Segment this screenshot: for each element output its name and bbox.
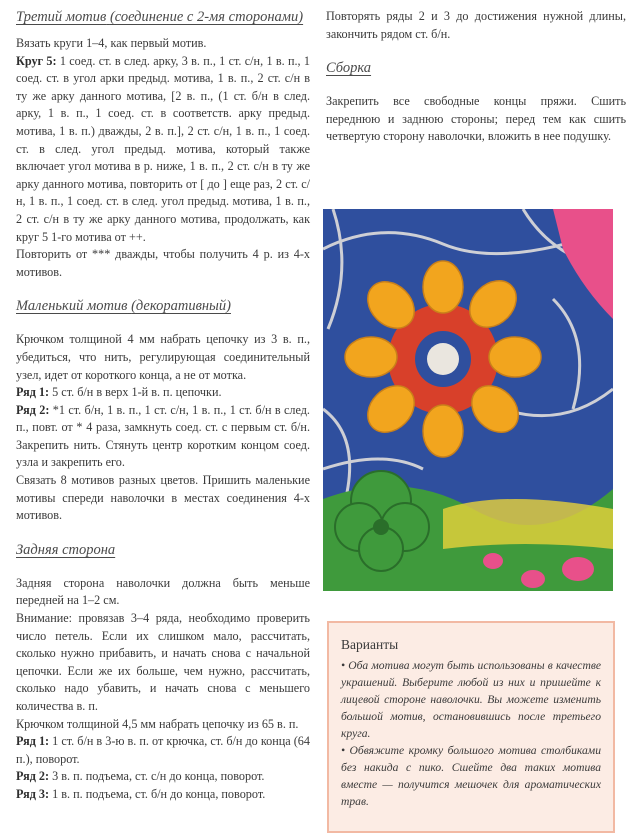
paragraph: Крючком толщиной 4 мм набрать цепочку из 3 в. п., убедиться, что нить, регулирующая соединительный узел, идет от короткого конца, а не от мотка. — [16, 332, 310, 382]
variants-box — [327, 621, 615, 833]
right-column — [326, 8, 626, 146]
row-3: Ряд 3: 1 в. п. подъема, ст. б/н до конца, поворот. — [16, 786, 266, 801]
section-title-back-side: Задняя сторона — [16, 541, 116, 558]
variants-title: Варианты — [341, 637, 399, 652]
row-2: Ряд 2: 3 в. п. подъема, ст. с/н до конца, поворот. — [16, 769, 265, 784]
paragraph-round5: Круг 5: 1 соед. ст. в след. арку, 3 в. п., 1 ст. с/н, 1 в. п., 1 соед. ст. в угол арки предыд. мотива, 1 в. п., 2 ст. с/н в ту же арку данного мотива, [2 в. п., (1 ст. б/н в след. арку, 1 в. п., 1 соед. ст. в соответств. арку предыд. мотива, 1 в. п.) дважды, 2 в. п.], 2 ст. с/н, 1 в. п., 1 соед. ст. в след. угол предыд. мотива, который также включает угол мотива в р. ниже, 1 в. п., 2 ст. с/н в ту же арку данного мотива, повторить от [ до ] еще раз, 2 ст. с/н, 1 в. п., 1 соед. ст. в след. угол предыд. мотива, 1 в. п., 2 ст. с/н в ту же арку данного мотива, продолжать, как круг 5 1-го мотива от ++. — [16, 53, 310, 244]
paragraph: Крючком толщиной 4,5 мм набрать цепочку из 65 в. п. — [16, 716, 299, 731]
crochet-photo-icon — [323, 209, 613, 591]
section-title-small-motif: Маленький мотив (декоративный) — [16, 298, 231, 315]
row-1: Ряд 1: 1 ст. б/н в 3-ю в. п. от крючка, ст. б/н до конца (64 п.), поворот. — [16, 734, 310, 766]
variant-item: • Оба мотива могут быть использованы в качестве украшений. Выберите любой из них и пришейте к лицевой стороне наволочки. Вы можете изменить большой мотив, остановившись после третьего круга. — [341, 659, 601, 740]
row-1: Ряд 1: 5 ст. б/н в верх 1-й в. п. цепочки. — [16, 385, 222, 400]
section-title-third-motif: Третий мотив (соединение с 2-мя сторонами) — [16, 9, 304, 25]
row-2: Ряд 2: *1 ст. б/н, 1 в. п., 1 ст. с/н, 1 в. п., 1 ст. б/н в след. п., повт. от * 4 раза, замкнуть соед. ст. с первым ст. б/н. Закрепить нить. Стянуть центр коротким концом соед. узла и закрепить его. — [16, 402, 310, 470]
paragraph: Связать 8 мотивов разных цветов. Пришить маленькие мотивы спереди наволочки в местах соединения 4-х мотивов. — [16, 473, 310, 523]
paragraph: Закрепить все свободные концы пряжи. Сшить переднюю и заднюю стороны; перед тем как сшить четвертую сторону наволочки, вложить в нее подушку. — [326, 94, 626, 144]
paragraph-attention: Внимание: провязав 3–4 ряда, необходимо проверить число петель. Если их слишком мало, рассчитать, сколько нужно прибавить, и начать снова с начальной цепочки. Если же их больше, чем нужно, рассчитать, сколько надо убавить, и начать снова с меньшего количества в. п. — [16, 611, 310, 713]
left-column — [16, 8, 310, 804]
paragraph: Повторять ряды 2 и 3 до достижения нужной длины, закончить рядом ст. б/н. — [326, 9, 626, 41]
paragraph: Повторить от *** дважды, чтобы получить 4 р. из 4-х мотивов. — [16, 247, 310, 279]
variant-item: • Обвяжите кромку большого мотива столбиками без накида с пико. Сшейте два таких мотива вместе — получится мешочек для ароматических трав. — [341, 744, 601, 808]
section-title-assembly: Сборка — [326, 60, 372, 77]
crochet-flower-motif-photo — [323, 209, 613, 591]
paragraph: Вязать круги 1–4, как первый мотив. — [16, 36, 207, 50]
paragraph: Задняя сторона наволочки должна быть меньше передней на 1–2 см. — [16, 575, 310, 608]
